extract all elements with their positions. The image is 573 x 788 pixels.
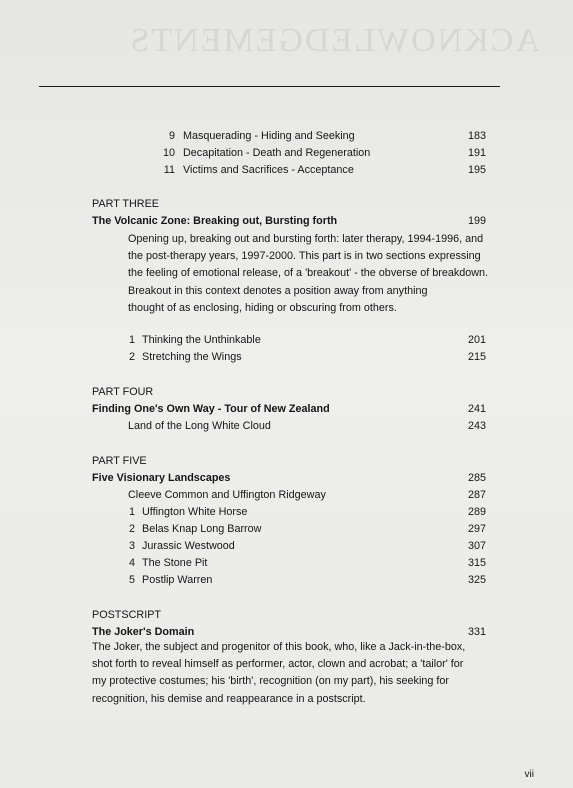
chapter-number: 2 [128,351,135,363]
description-line: Breakout in this context denotes a position away from anything [128,284,428,297]
page-number: 201 [467,334,486,346]
part-title: The Joker's Domain [92,626,195,638]
description-line: the post-therapy years, 1997-2000. This part is in two sections expressing [128,250,481,263]
chapter-title: Thinking the Unthinkable [142,334,261,346]
part-label: PART FIVE [92,455,147,467]
description-line: shot forth to reveal himself as performer, actor, clown and acrobat; a 'tailor' for [92,658,464,671]
chapter-title: Jurassic Westwood [142,540,235,552]
chapter-number: 10 [162,147,175,159]
description-line: thought of as enclosing, hiding or obscuring from others. [128,301,397,314]
chapter-number: 1 [128,334,135,346]
page-number: 243 [467,420,486,432]
part-title: Finding One's Own Way - Tour of New Zealand [92,403,330,415]
page-folio: vii [524,769,534,780]
description-line: my protective costumes; his 'birth', recognition (on my part), his seeking for [92,675,449,688]
chapter-title: Stretching the Wings [142,351,242,363]
chapter-title: The Stone Pit [142,557,208,569]
page-number: 191 [467,147,486,159]
description-line: the feeling of emotional release, of a 'breakout' - the obverse of breakdown. [128,267,489,280]
description-line: The Joker, the subject and progenitor of this book, who, like a Jack-in-the-box, [92,641,466,653]
description-line: Opening up, breaking out and bursting forth: later therapy, 1994-1996, and [128,233,484,245]
part-label: POSTSCRIPT [92,609,161,621]
page-number: 307 [467,540,486,552]
chapter-title: Decapitation - Death and Regeneration [183,147,371,159]
page-number: 297 [467,523,486,535]
part-title: The Volcanic Zone: Breaking out, Bursting forth [92,215,338,227]
postscript-description [92,639,465,708]
chapter-title: Masquerading - Hiding and Seeking [183,130,355,142]
page-number: 215 [467,351,486,363]
chapter-number: 5 [128,574,135,586]
page-number: 325 [467,574,486,586]
chapter-title: Postlip Warren [142,574,213,586]
page-number: 315 [467,557,486,569]
chapter-number: 3 [128,540,135,552]
page-number: 241 [467,403,486,415]
chapter-title: Belas Knap Long Barrow [142,523,262,535]
chapter-number: 4 [128,557,135,569]
part-title: Five Visionary Landscapes [92,472,231,484]
section-title: Cleeve Common and Uffington Ridgeway [128,489,326,501]
description-line: recognition, his demise and reappearance in a postscript. [92,692,366,705]
chapter-number: 1 [128,506,135,518]
section-title: Land of the Long White Cloud [128,420,271,432]
chapter-title: Victims and Sacrifices - Acceptance [183,164,354,176]
page-number: 331 [467,626,486,638]
chapter-number: 2 [128,523,135,535]
bleed-through-heading: ACKNOWLEDGEMENTS [128,22,540,59]
page-number: 287 [467,489,486,501]
part-description [128,231,488,317]
part-label: PART THREE [92,198,160,210]
page-number: 199 [467,215,486,227]
page-number: 285 [467,472,486,484]
page-number: 289 [467,506,486,518]
page-number: 195 [467,164,486,176]
chapter-number: 9 [168,130,175,142]
header-rule [39,86,500,87]
page-number: 183 [467,130,486,142]
chapter-number: 11 [163,164,175,176]
part-label: PART FOUR [92,386,154,398]
chapter-title: Uffington White Horse [142,506,248,518]
